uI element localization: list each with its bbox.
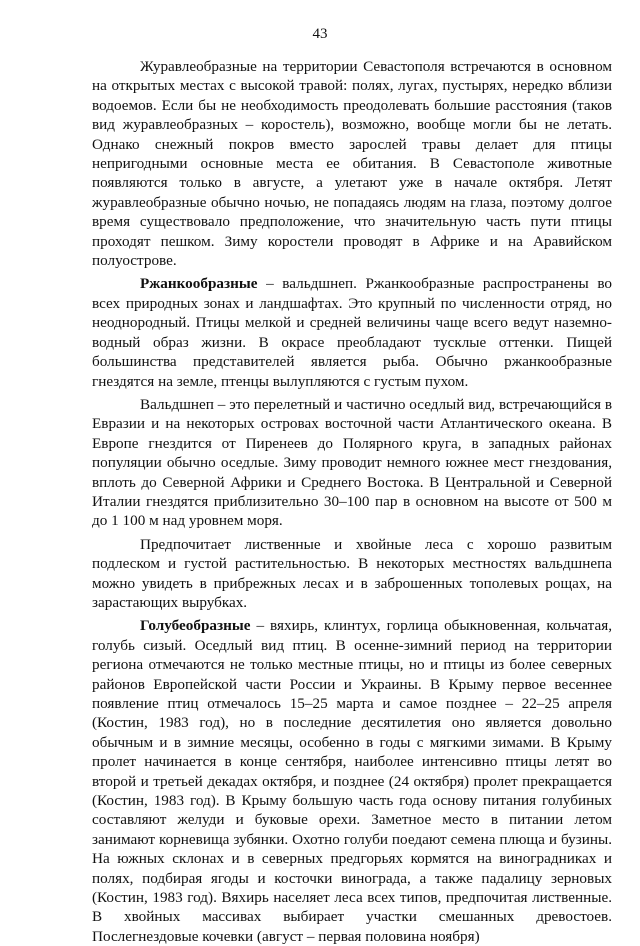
- body-text: [92, 57, 612, 946]
- page-number: 43: [312, 26, 328, 42]
- paragraph-text: Журавлеобразные на территории Севастополя встречаются в основном на открытых местах с высокой травой: полях, лугах, пустырях, нередко вблизи водоемов. Если бы не необходимость преодолевать большие расстояния (таков вид журавлеобразных – коростель), возможно, вообще могли бы не летать. Однако снежный покров вместо зарослей травы делает для птицы непригодными основные места ее обитания. В Севастополе животные появляются только в августе, а улетают уже в начале октября. Летят журавлеобразные обычно ночью, не попадаясь людям на глаза, поэтому долгое время существовало предположение, что значительную часть пути птицы проходят пешком. Зиму коростели проводят в Африке и на Аравийском полуострове.: [92, 58, 612, 270]
- paragraph-text: – вальдшнеп. Ржанкообразные распространены во всех природных зонах и ландшафтах. Это крупный по численности отряд, но неоднородный. Птицы мелкой и средней величины чаще всего ведут наземно-водный образ жизни. В окрасе преобладают тусклые оттенки. Пищей большинства представителей является рыба. Обычно ржанкообразные гнездятся на земле, птенцы вылупляются с густым пухом.: [92, 275, 612, 390]
- paragraph-charadriiformes: [92, 274, 612, 390]
- paragraph-text: – вяхирь, клинтух, горлица обыкновенная, кольчатая, голубь сизый. Оседлый вид птиц. В осенне-зимний период на территории региона отмечаются не только местные птицы, но и птицы из более северных районов Европейской части России и Украины. В Крыму первое весеннее появление птиц отмечалось 15–25 марта и самое позднее – 22–25 апреля (Костин, 1983 год), но в последние десятилетия оно является довольно обычным и в зимние месяцы, особенно в годы с мягкими зимами. В Крыму пролет начинается в конце сентября, наиболее интенсивно птицы летят во второй и третьей декадах октября, и позднее (24 октября) пролет прекращается (Костин, 1983 год). В Крыму большую часть года основу питания голубиных составляют желуди и буковые орехи. Заметное место в питании летом занимают корневища зубянки. Охотно голуби поедают семена плюща и бузины. На южных склонах и в северных предгорьях кормятся на виноградниках и полях, подбирая ягоды и косточки винограда, а также падалицу зерновых (Костин, 1983 год). Вяхирь населяет леса всех типов, предпочитая лиственные. В хвойных массивах выбирает участки смешанных древостоев. Послегнездовые кочевки (август – первая половина ноября): [92, 617, 612, 945]
- paragraph-text: Вальдшнеп – это перелетный и частично оседлый вид, встречающийся в Евразии и на некоторых островах восточной части Атлантического океана. В Европе гнездится от Пиренеев до Полярного круга, в западных районах популяции обычно оседлые. Зиму проводит немного южнее мест гнездования, вплоть до Северной Африки и Среднего Востока. В Центральной и Северной Италии гнездятся приблизительно 30–100 пар в основном на высоте от 500 м до 1 100 м над уровнем моря.: [92, 395, 612, 530]
- paragraph-columbiformes: [92, 616, 612, 946]
- paragraph-cranes: [92, 57, 612, 270]
- section-term: Ржанкообразные: [140, 275, 258, 293]
- paragraph-woodcock-habitat: [92, 535, 612, 613]
- paragraph-text: Предпочитает лиственные и хвойные леса с хорошо развитым подлеском и густой растительностью. В некоторых местностях вальдшнепа можно увидеть в прибрежных лесах и в заброшенных тополевых рощах, на зарастающих вырубках.: [92, 535, 612, 611]
- section-term: Голубеобразные: [140, 617, 251, 635]
- paragraph-woodcock: [92, 395, 612, 531]
